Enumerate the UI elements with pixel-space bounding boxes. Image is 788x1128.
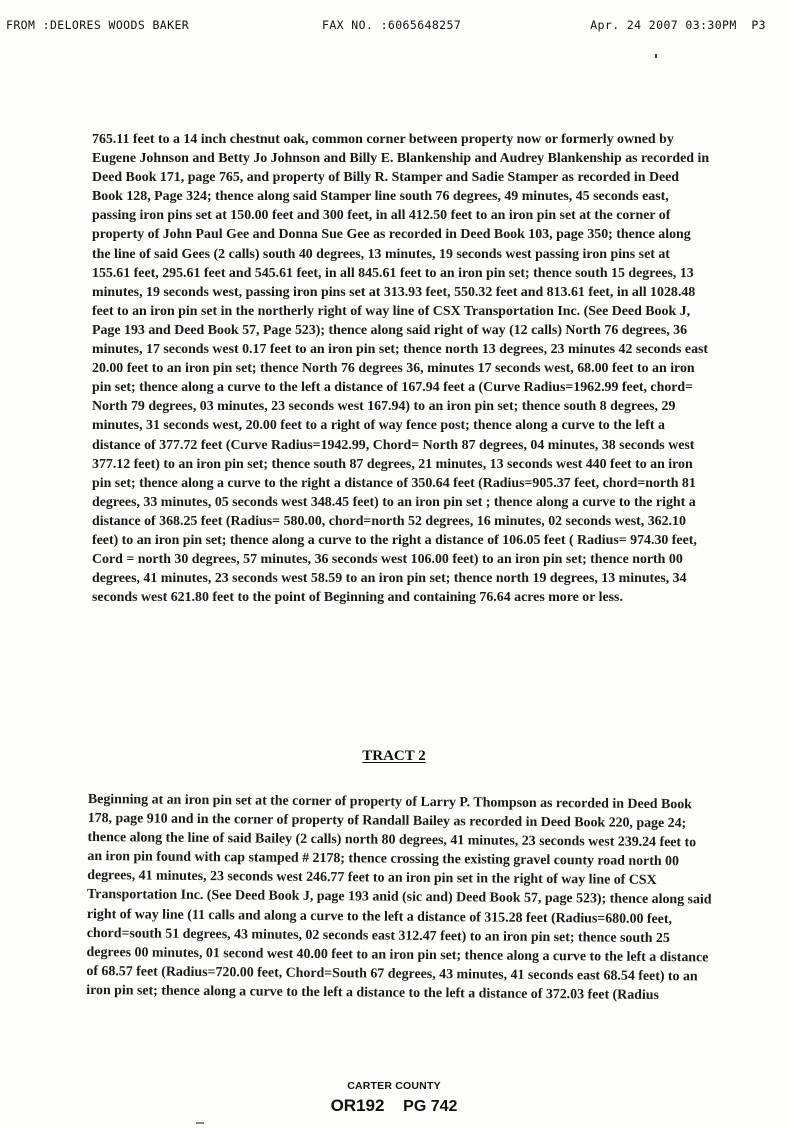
scan-smudge [196,1122,204,1124]
fax-header [6,18,766,38]
fax-sender: FROM :DELORES WOODS BAKER [6,18,190,32]
book-number: OR192 [330,1096,385,1115]
tract2-description: Beginning at an iron pin set at the corner of property of Larry P. Thompson as recorded in Deed Book 178, page 910 and in the corner of property of Randall Bailey as recorded in Deed Book 220, page 24; thence along the line of said Bailey (2 calls) north 80 degrees, 41 minutes, 23 seconds west 239.24 feet to an iron pin found with cap stamped # 2178; thence crossing the existing gravel county road north 00 degrees, 41 minutes, 23 seconds west 246.77 feet to an iron pin set in the right of way line of CSX Transportation Inc. (See Deed Book J, page 193 anid (sic and) Deed Book 57, page 523); thence along said right of way line (11 calls and along a curve to the left a distance of 315.28 feet (Radius=680.00 feet, chord=south 51 degrees, 43 minutes, 02 seconds east 312.47 feet) to an iron pin set; thence south 25 degrees 00 minutes, 01 second west 40.00 feet to an iron pin set; thence along a curve to the left a distance of 68.57 feet (Radius=720.00 feet, Chord=South 67 degrees, 43 minutes, 41 seconds east 68.54 feet) to an iron pin set; thence along a curve to the left a distance to the left a distance of 372.03 feet (Radius [86,791,712,1003]
tract1-description: 765.11 feet to a 14 inch chestnut oak, common corner between property now or formerly owned by Eugene Johnson and Betty Jo Johnson and Billy E. Blankenship and Audrey Blankenship as recorded in Deed Book 171, page 765, and property of Billy R. Stamper and Sadie Stamper as recorded in Deed Book 128, Page 324; thence along said Stamper line south 76 degrees, 49 minutes, 45 seconds east, passing iron pins set at 150.00 feet and 300 feet, in all 412.50 feet to an iron pin set at the corner of property of John Paul Gee and Donna Sue Gee as recorded in Deed Book 103, page 350; thence along the line of said Gees (2 calls) south 40 degrees, 13 minutes, 19 seconds west passing iron pins set at 155.61 feet, 295.61 feet and 545.61 feet, in all 845.61 feet to an iron pin set; thence south 15 degrees, 13 minutes, 19 seconds west, passing iron pins set at 313.93 feet, 550.32 feet and 813.61 feet, in all 1028.48 feet to an iron pin set in the northerly right of way line of CSX Transportation Inc. (See Deed Book J, Page 193 and Deed Book 57, Page 523); thence along said right of way (12 calls) North 76 degrees, 36 minutes, 17 seconds west 0.17 feet to an iron pin set; thence north 13 degrees, 23 minutes 42 seconds east 20.00 feet to an iron pin set; thence North 76 degrees 36, minutes 17 seconds west, 68.00 feet to an iron pin set; thence along a curve to the left a distance of 167.94 feet a (Curve Radius=1962.99 feet, chord= North 79 degrees, 03 minutes, 23 seconds west 167.94) to an iron pin set; thence south 8 degrees, 29 minutes, 31 seconds west, 20.00 feet to a right of way fence post; thence along a curve to the left a distance of 377.72 feet (Curve Radius=1942.99, Chord= North 87 degrees, 04 minutes, 38 seconds west 377.12 feet) to an iron pin set; thence south 87 degrees, 21 minutes, 13 seconds west 440 feet to an iron pin set; thence along a curve to the right a distance of 350.64 feet (Radius=905.37 feet, chord=north 81 degrees, 33 minutes, 05 seconds west 348.45 feet) to an iron pin set ; thence along a curve to the right a distance of 368.25 feet (Radius= 580.00, chord=north 52 degrees, 16 minutes, 02 seconds west, 362.10 feet) to an iron pin set; thence along a curve to the right a distance of 106.05 feet ( Radius= 974.30 feet, Cord = north 30 degrees, 57 minutes, 36 seconds west 106.00 feet) to an iron pin set; thence north 00 degrees, 41 minutes, 23 seconds west 58.59 to an iron pin set; thence north 19 degrees, 13 minutes, 34 seconds west 621.80 feet to the point of Beginning and containing 76.64 acres more or less. [92,132,710,606]
fax-date-page: Apr. 24 2007 03:30PM P3 [590,18,766,32]
tract2-heading-text: TRACT 2 [362,748,426,764]
tract2-heading [0,748,788,765]
recording-county: CARTER COUNTY [347,1080,441,1092]
recording-stamp [0,1096,788,1116]
page-number: PG 742 [403,1098,458,1115]
scan-speck [655,54,657,58]
fax-number: FAX NO. :6065648257 [322,18,462,32]
